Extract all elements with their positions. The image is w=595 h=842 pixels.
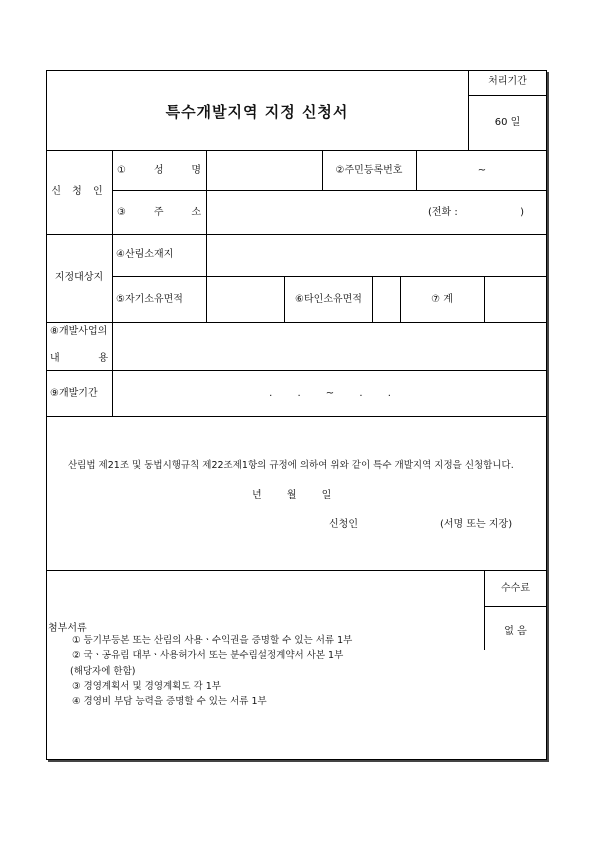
development-period-field[interactable]: . . ~ . .: [269, 388, 391, 399]
rule-processing: [468, 95, 547, 96]
address-label: [117, 207, 201, 219]
rule-label-col: [112, 150, 113, 416]
signature-or-seal-label: (서명 또는 지장): [440, 519, 513, 530]
other-area-label: ⑥타인소유면적: [295, 294, 362, 305]
processing-period-value: 60 일: [494, 117, 521, 128]
fee-value: 없 음: [504, 626, 527, 637]
attachment-item: ④ 경영비 부담 능력을 증명할 수 있는 서류 1부: [72, 696, 267, 707]
forest-location-field[interactable]: [207, 235, 547, 275]
project-label-char1: 내: [50, 353, 60, 364]
project-content-label-line1: ⑧개발사업의: [50, 326, 108, 337]
project-content-label-line2: [50, 353, 108, 365]
applicant-signature-field[interactable]: [365, 512, 437, 536]
attachment-item: ② 국ㆍ공유림 대부ㆍ사용허가서 또는 분수림설정계약서 사본 1부: [72, 650, 344, 661]
applicant-signature-label: 신청인: [329, 519, 358, 530]
application-date-field[interactable]: 년 월 일: [252, 490, 332, 501]
attachment-item: ① 등기부등본 또는 산림의 사용ㆍ수익권을 증명할 수 있는 서류 1부: [72, 635, 353, 646]
attachment-item: ③ 경영계획서 및 경영계획도 각 1부: [72, 681, 221, 692]
rule-period-bottom: [46, 416, 547, 417]
name-label-char1: 성: [153, 165, 164, 176]
project-label-char2: 용: [98, 353, 108, 364]
resident-id-field[interactable]: ~: [477, 165, 487, 176]
development-period-label: ⑨개발기간: [50, 388, 98, 399]
form-title: 특수개발지역 지정 신청서: [165, 103, 349, 121]
address-label-char1: 주: [153, 207, 164, 218]
name-label: [117, 165, 201, 177]
resident-id-label: ②주민등록번호: [335, 165, 403, 176]
attachments-heading: 첨부서류: [48, 623, 87, 634]
processing-period-label: 처리기간: [488, 76, 527, 87]
rule-target-mid: [112, 276, 547, 277]
name-label-number: ①: [117, 165, 126, 176]
attachment-item-note: (해당자에 한함): [70, 666, 136, 677]
applicant-section-label: 신 청 인: [51, 186, 107, 197]
phone-field[interactable]: [428, 207, 524, 219]
rule-fee: [484, 606, 547, 607]
name-field[interactable]: [207, 151, 321, 189]
fee-label: 수수료: [501, 583, 530, 594]
rule-project-bottom: [46, 370, 547, 371]
address-label-number: ③: [117, 207, 126, 218]
rule-fee-col: [484, 570, 485, 650]
total-area-field[interactable]: [485, 277, 547, 321]
own-area-label: ⑤자기소유면적: [116, 294, 183, 305]
forest-location-label: ④산림소재지: [116, 249, 174, 260]
other-area-field[interactable]: [373, 277, 399, 321]
phone-close-paren: ): [520, 207, 524, 218]
name-label-char2: 명: [191, 165, 201, 176]
target-section-label: 지정대상지: [54, 272, 104, 283]
own-area-field[interactable]: [207, 277, 283, 321]
address-field[interactable]: [207, 191, 427, 233]
project-content-field[interactable]: [113, 323, 547, 369]
phone-label: (전화 :: [428, 207, 458, 218]
rule-declaration-bottom: [46, 570, 547, 571]
total-area-label: ⑦ 계: [431, 294, 453, 305]
address-label-char2: 소: [191, 207, 201, 218]
declaration-text: 산림법 제21조 및 동법시행규칙 제22조제1항의 규정에 의하여 위와 같이 특수 개발지역 지정을 신청합니다.: [68, 460, 514, 471]
